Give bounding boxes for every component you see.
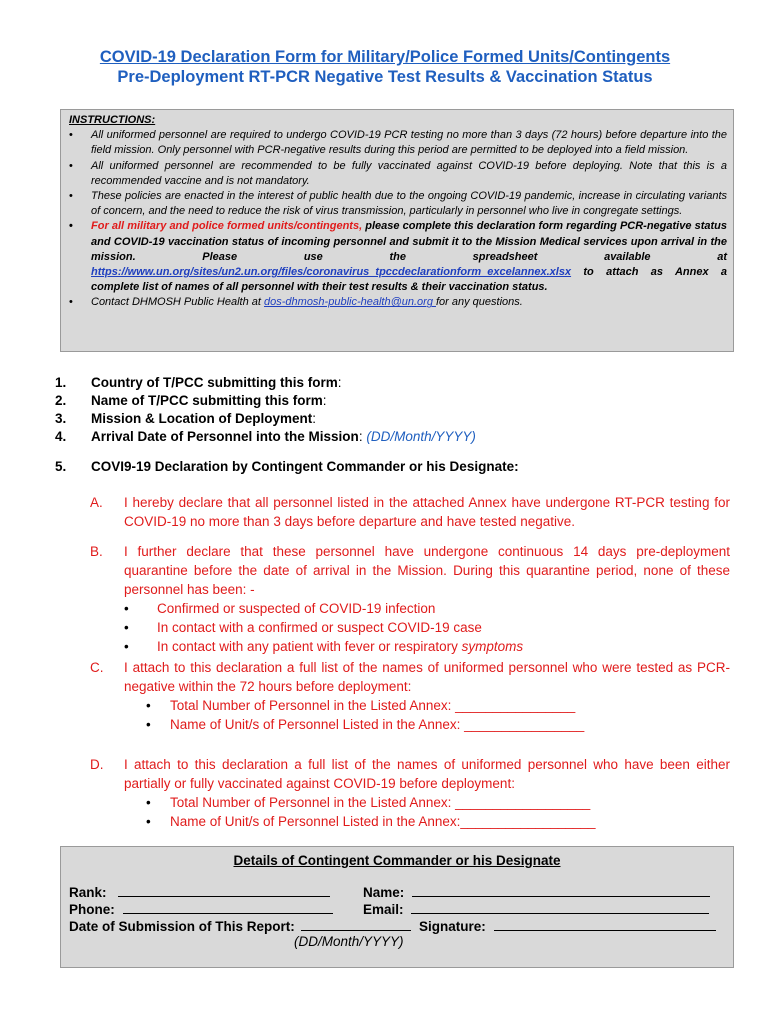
unit-name-field[interactable]: • Name of Unit/s of Personnel Listed in the Annex: ________________ [146,717,585,732]
declaration-b: B. I further declare that these personnel have undergone continuous 14 days pre-deployment quarantine before the date of arrival in the Mission. During this quarantine period, none of these personnel has been: - • Confirmed or suspected of COVID-19 infection • In contact with a confirmed or suspect COVID-19 case • In contact with any patient with fever or respiratory symptoms [90,544,730,654]
bullet-icon: • [69,296,73,309]
total-vaccinated-field[interactable]: • Total Number of Personnel in the Listed Annex: __________________ [146,795,591,810]
instruction-item: • Contact DHMOSH Public Health at dos-dhmosh-public-health@un.org for any questions. [69,295,727,310]
form-subtitle: Pre-Deployment RT-PCR Negative Test Results & Vaccination Status [117,68,653,86]
bullet-icon: • [146,795,151,810]
details-title: Details of Contingent Commander or his Designate [233,853,561,868]
bullet-icon: • [124,620,129,635]
submission-date-field[interactable]: Date of Submission of This Report: [69,918,411,934]
bullet-icon: • [146,717,151,732]
list-item: • In contact with any patient with fever or respiratory symptoms [124,639,524,654]
email-link[interactable]: dos-dhmosh-public-health@un.org [264,296,436,309]
rank-field[interactable]: Rank: [69,884,330,900]
bullet-icon: • [69,159,73,172]
declaration-d: D. I attach to this declaration a full list of the names of uniformed personnel who have been either partially or fully vaccinated against COVID-19 before deployment: • Total Number of Personnel in the Listed Annex: __________________ • Name of Unit/s of Personnel Listed in the Annex:__________________ [90,757,730,829]
list-item: • In contact with a confirmed or suspect COVID-19 case [124,620,482,635]
field-country[interactable]: 1. Country of T/PCC submitting this form : [55,375,342,390]
signature-field[interactable]: Signature: [419,918,716,934]
field-tpcc-name[interactable]: 2. Name of T/PCC submitting this form : [55,393,327,408]
bullet-icon: • [69,220,73,233]
date-format-hint: (DD/Month/YYYY) [294,934,404,949]
bullet-icon: • [69,129,73,142]
total-personnel-field[interactable]: • Total Number of Personnel in the Listed Annex: ________________ [146,698,576,713]
field-mission[interactable]: 3. Mission & Location of Deployment : [55,411,317,426]
field-arrival-date[interactable]: 4. Arrival Date of Personnel into the Mission : (DD/Month/YYYY) [55,429,476,444]
bullet-icon: • [146,698,151,713]
bullet-icon: • [69,190,73,203]
form-fields [55,374,476,446]
bullet-icon: • [146,814,151,829]
instructions-box [60,109,734,352]
instruction-item: • All uniformed personnel are required to undergo COVID-19 PCR testing no more than 3 days (72 hours) before departure into the field mission. Only personnel with PCR-negative results during this period are permitted to be deployed into a field mission. [69,129,727,157]
vaccinated-unit-name-field[interactable]: • Name of Unit/s of Personnel Listed in the Annex:__________________ [146,814,596,829]
declaration-heading: 5. COVI9-19 Declaration by Contingent Commander or his Designate: [55,459,519,474]
commander-details-box [60,846,734,968]
declaration-c: C. I attach to this declaration a full list of the names of uniformed personnel who were tested as PCR-negative within the 72 hours before deployment: • Total Number of Personnel in the Listed Annex: ________________ • Name of Unit/s of Personnel Listed in the Annex: ________________ [90,660,730,732]
list-item: • Confirmed or suspected of COVID-19 infection [124,601,436,616]
declaration-a: A. I hereby declare that all personnel listed in the attached Annex have undergone RT-PCR testing for COVID-19 no more than 3 days before departure and have tested negative. [90,495,730,529]
phone-field[interactable]: Phone: [69,901,333,917]
form-title: COVID-19 Declaration Form for Military/Police Formed Units/Contingents [99,48,671,66]
spreadsheet-link[interactable]: https://www.un.org/sites/un2.un.org/files/coronavirus_tpccdeclarationform_excelannex.xlsx [91,266,572,279]
instructions-heading: INSTRUCTIONS: [69,114,156,126]
instruction-item: • All uniformed personnel are recommended to be fully vaccinated against COVID-19 before deploying. Note that this is a recommended vaccine and is not mandatory. [69,159,727,187]
instruction-item: • For all military and police formed units/contingents, please complete this declaration form regarding PCR-negative status and COVID-19 vaccination status of incoming personnel and submit it to the Mission Medical services upon arrival in the mission. Please use the spreadsheet available at https://www.un.org/sites/un2.un.org/files/coronavirus_tpccdeclarationform_excelannex.xlsx to attach as Annex a complete list of names of all personnel with their test results & their vaccination status. [69,220,727,294]
name-field[interactable]: Name: [363,884,710,900]
bullet-icon: • [124,601,129,616]
instruction-item: • These policies are enacted in the interest of public health due to the ongoing COVID-19 pandemic, increase in circulating variants of concern, and the need to reduce the risk of virus transmission, particularly in personnel who live in congregate settings. [69,190,727,218]
bullet-icon: • [124,639,129,654]
email-field[interactable]: Email: [363,901,709,917]
